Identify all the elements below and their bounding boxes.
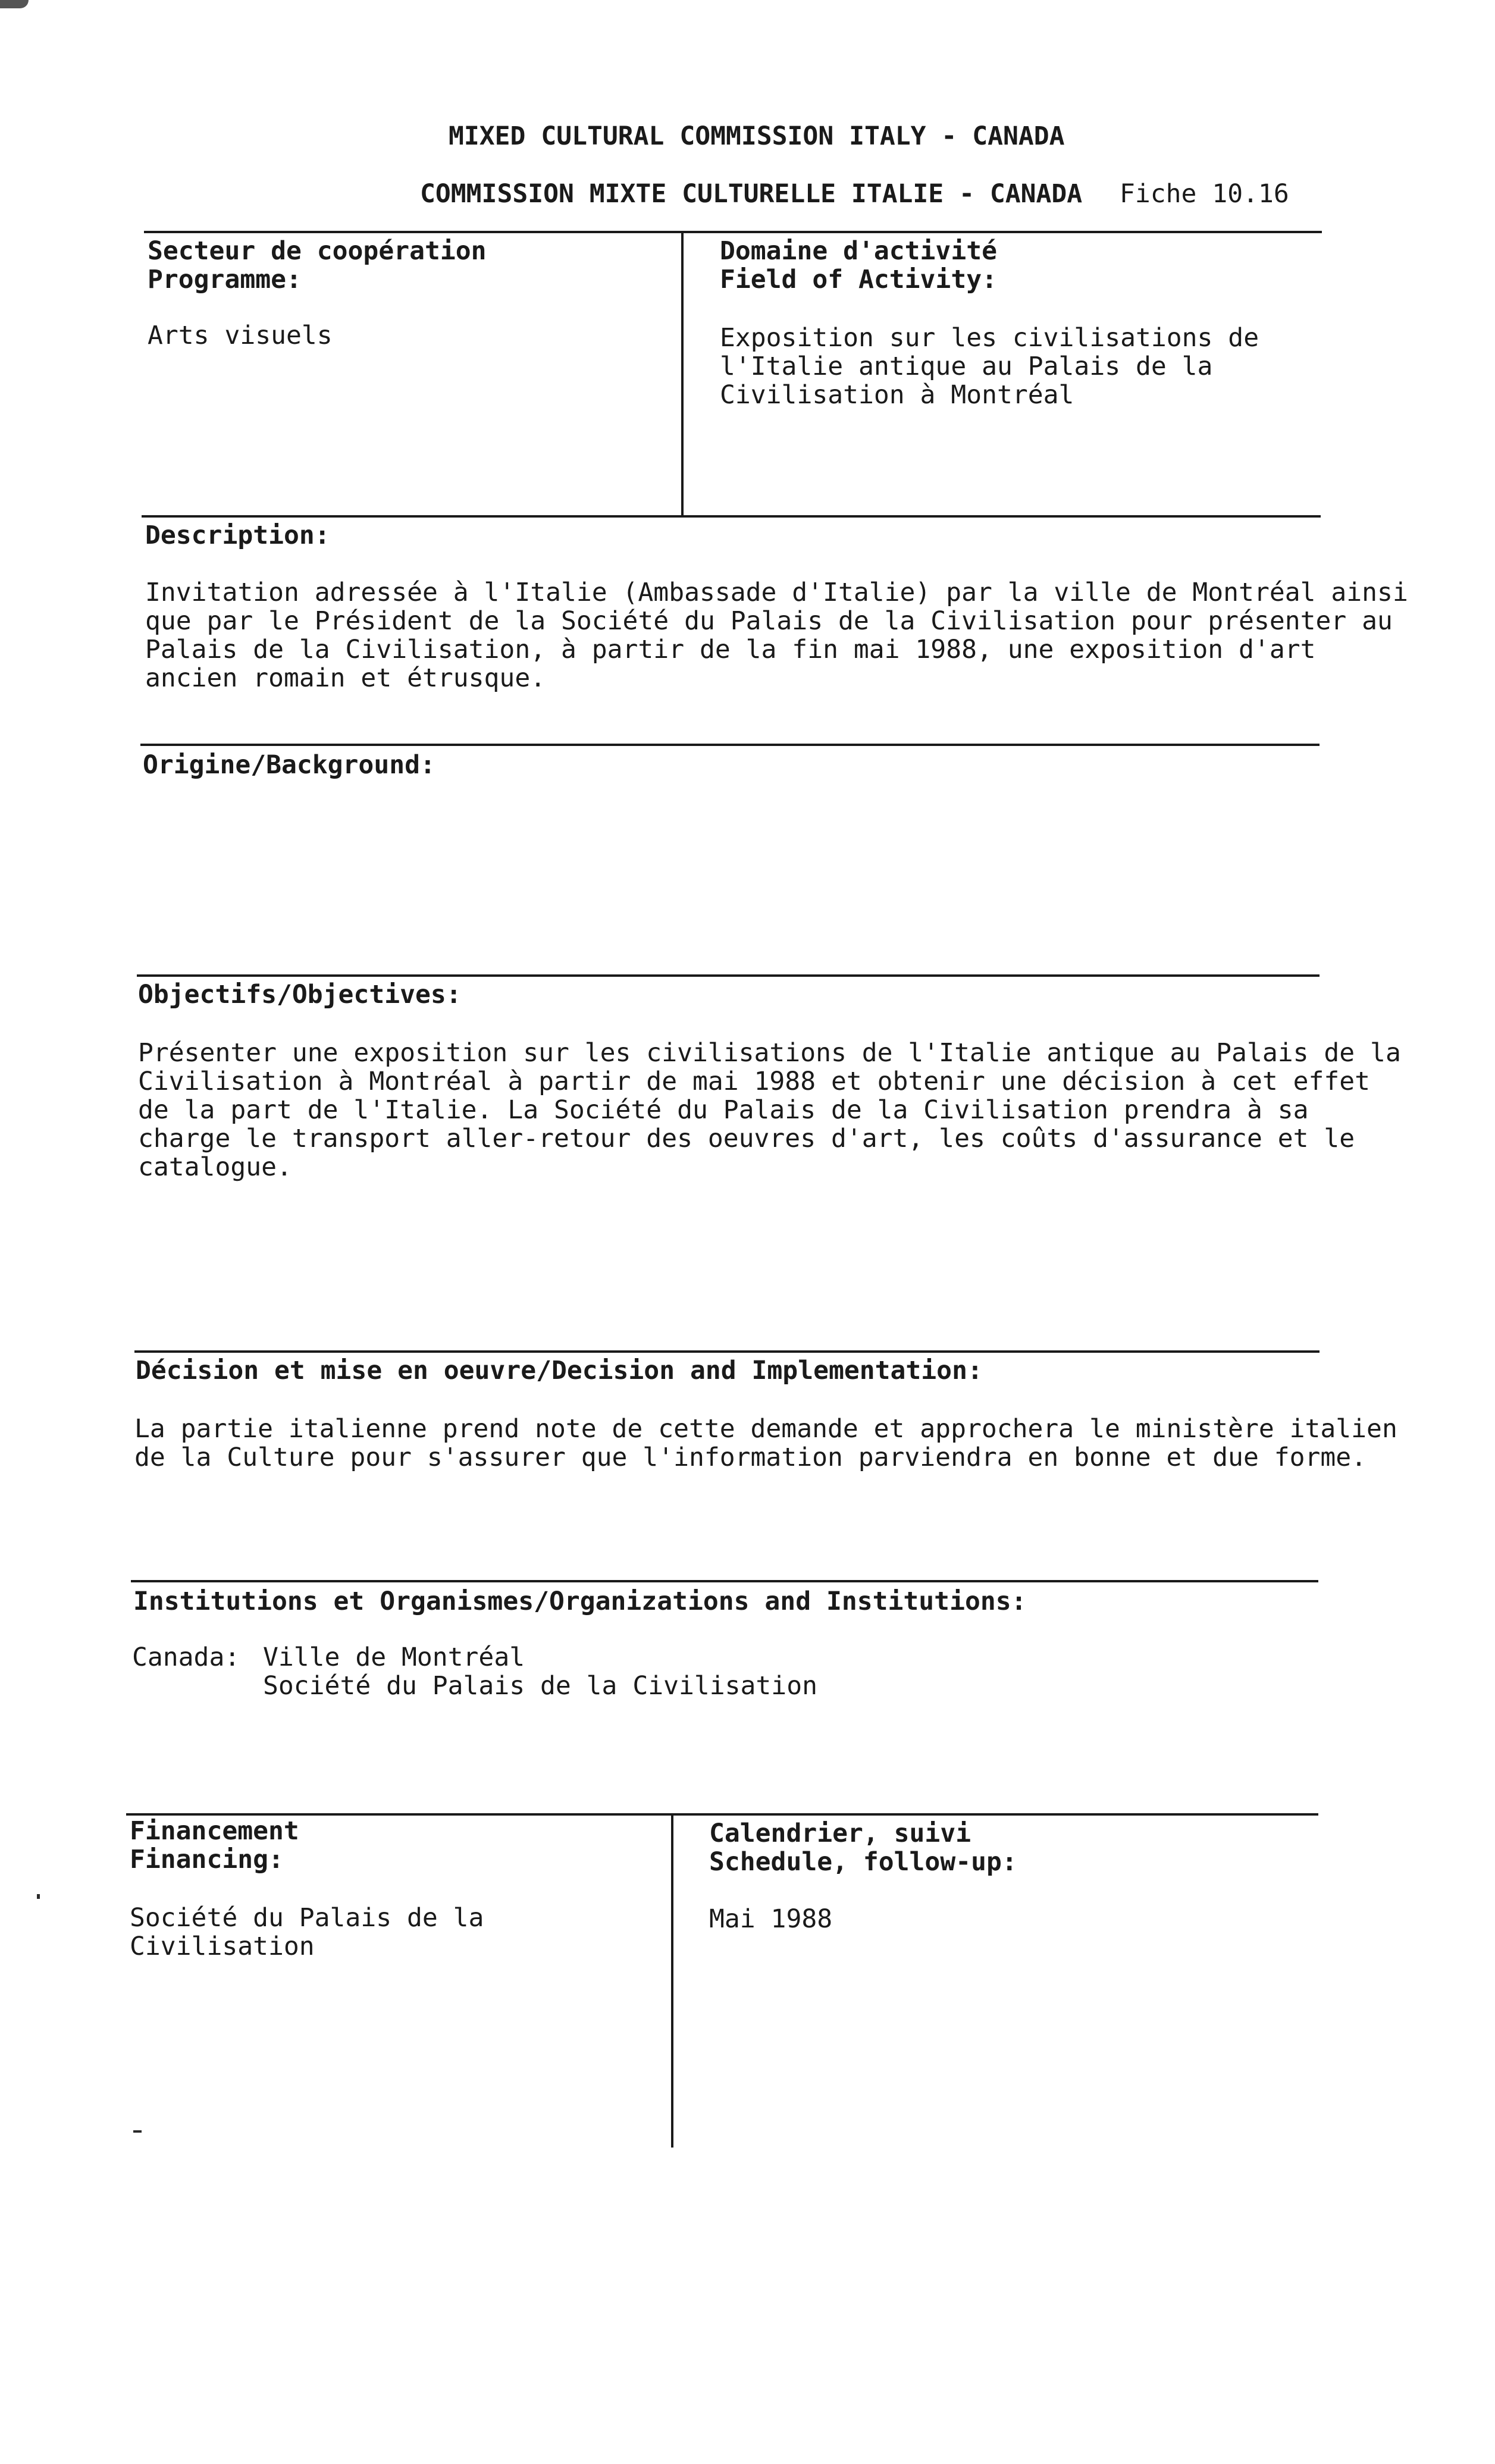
institution-org-2: Société du Palais de la Civilisation bbox=[263, 1671, 817, 1701]
description-label: Description: bbox=[145, 521, 330, 550]
bottom-rule bbox=[126, 1813, 1318, 1816]
schedule-label-fr: Calendrier, suivi bbox=[709, 1819, 971, 1848]
objectives-line: charge le transport aller-retour des oeuvres d'art, les coûts d'assurance et le bbox=[138, 1124, 1355, 1153]
description-line: Palais de la Civilisation, à partir de la fin mai 1988, une exposition d'art bbox=[145, 635, 1316, 664]
decision-rule bbox=[134, 1350, 1320, 1353]
description-line: ancien romain et étrusque. bbox=[145, 663, 546, 693]
field-value-line: Civilisation à Montréal bbox=[720, 380, 1074, 410]
institution-org-1: Ville de Montréal bbox=[263, 1642, 525, 1672]
title-english: MIXED CULTURAL COMMISSION ITALY - CANADA bbox=[449, 121, 1065, 151]
institutions-country: Canada: bbox=[132, 1642, 240, 1672]
financing-value bbox=[130, 1904, 484, 1961]
origin-label: Origine/Background: bbox=[143, 750, 435, 780]
objectives-line: Civilisation à Montréal à partir de mai 1988 et obtenir une décision à cet effet bbox=[138, 1067, 1371, 1096]
financing-label-en: Financing: bbox=[130, 1845, 284, 1874]
objectives-line: de la part de l'Italie. La Société du Palais de la Civilisation prendra à sa bbox=[138, 1095, 1309, 1125]
origin-rule bbox=[140, 744, 1320, 746]
field-label-fr: Domaine d'activité bbox=[720, 236, 997, 266]
top-rule bbox=[144, 231, 1322, 233]
description-line: que par le Président de la Société du Palais de la Civilisation pour présenter au bbox=[145, 606, 1393, 636]
objectives-rule bbox=[137, 974, 1320, 977]
description-rule bbox=[142, 515, 1321, 518]
scan-dot bbox=[37, 1894, 40, 1899]
institutions-label: Institutions et Organismes/Organizations and Institutions: bbox=[133, 1587, 1027, 1616]
decision-label: Décision et mise en oeuvre/Decision and Implementation: bbox=[136, 1356, 983, 1385]
decision-line: La partie italienne prend note de cette demande et approchera le ministère italien bbox=[134, 1414, 1397, 1444]
fiche-number: Fiche 10.16 bbox=[1120, 179, 1289, 209]
objectives-text bbox=[138, 1039, 1401, 1181]
description-line: Invitation adressée à l'Italie (Ambassade d'Italie) par la ville de Montréal ainsi bbox=[145, 578, 1408, 607]
financing-label-fr: Financement bbox=[130, 1816, 299, 1846]
schedule-value: Mai 1988 bbox=[709, 1904, 833, 1934]
description-text bbox=[145, 578, 1408, 692]
financing-value-line: Société du Palais de la bbox=[130, 1903, 484, 1933]
institutions-rule bbox=[131, 1580, 1318, 1582]
sector-label: Secteur de coopération bbox=[148, 236, 487, 266]
objectives-label: Objectifs/Objectives: bbox=[138, 980, 462, 1010]
scan-dash bbox=[133, 2130, 142, 2133]
field-label-en: Field of Activity: bbox=[720, 265, 997, 294]
objectives-line: catalogue. bbox=[138, 1152, 292, 1182]
objectives-line: Présenter une exposition sur les civilisations de l'Italie antique au Palais de la bbox=[138, 1038, 1401, 1068]
decision-text bbox=[134, 1415, 1397, 1472]
bottom-section-divider bbox=[671, 1813, 673, 2148]
schedule-label-en: Schedule, follow-up: bbox=[709, 1847, 1017, 1877]
decision-line: de la Culture pour s'assurer que l'information parviendra en bonne et due forme. bbox=[134, 1443, 1367, 1472]
financing-value-line: Civilisation bbox=[130, 1932, 315, 1961]
field-value-line: l'Italie antique au Palais de la bbox=[720, 352, 1213, 381]
title-french: COMMISSION MIXTE CULTURELLE ITALIE - CANADA bbox=[420, 179, 1083, 209]
field-value bbox=[720, 324, 1259, 409]
top-section-divider bbox=[681, 231, 684, 515]
field-value-line: Exposition sur les civilisations de bbox=[720, 323, 1259, 353]
scan-edge-mark bbox=[0, 0, 29, 8]
programme-label: Programme: bbox=[148, 265, 302, 294]
sector-value: Arts visuels bbox=[148, 321, 333, 350]
